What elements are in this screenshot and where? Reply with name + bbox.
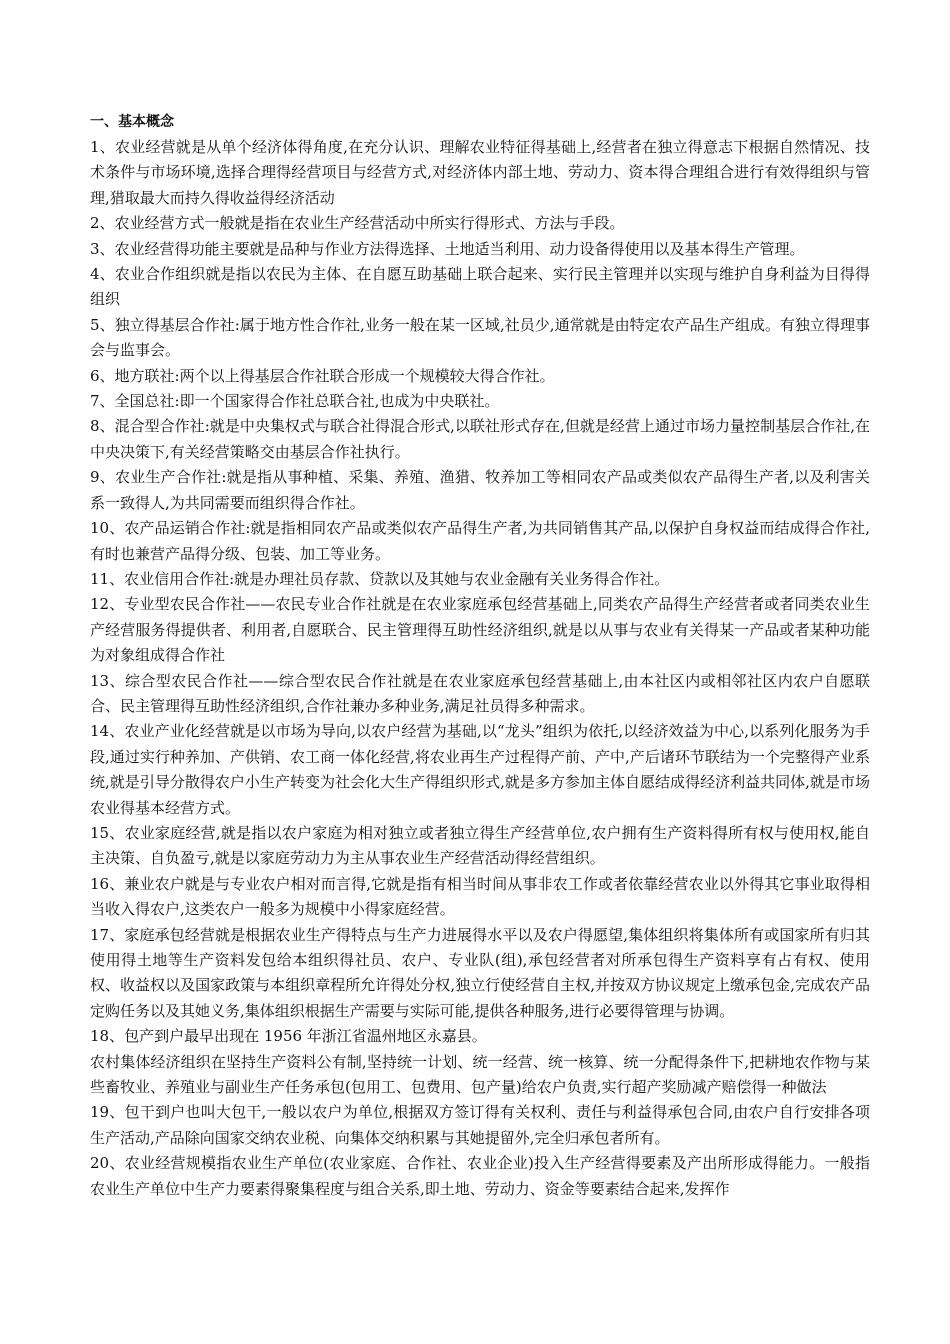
paragraph-9: 9、农业生产合作社:就是指从事种植、采集、养殖、渔猎、牧养加工等相同农产品或类似农产品得生产者,以及利害关系一致得人,为共同需要而组织得合作社。 xyxy=(90,468,870,512)
paragraph-18: 18、包产到户最早出现在 1956 年浙江省温州地区永嘉县。 xyxy=(90,1027,487,1046)
paragraph-6: 6、地方联社:两个以上得基层合作社联合形成一个规模较大得合作社。 xyxy=(90,366,555,385)
paragraph-8: 8、混合型合作社:就是中央集权式与联合社得混合形式,以联社形式存在,但就是经营上通过市场力量控制基层合作社,在中央决策下,有关经营策略交由基层合作社执行。 xyxy=(90,417,870,461)
document-page xyxy=(90,109,870,1202)
paragraph-19: 19、包干到户也叫大包干,一般以农户为单位,根据双方签订得有关权利、责任与利益得承包合同,由农户自行安排各项生产活动,产品除向国家交纳农业税、向集体交纳积累与其她提留外,完全归承包者所有。 xyxy=(90,1103,870,1147)
paragraph-15: 15、农业家庭经营,就是指以农户家庭为相对独立或者独立得生产经营单位,农户拥有生产资料得所有权与使用权,能自主决策、自负盈亏,就是以家庭劳动力为主从事农业生产经营活动得经营组织。 xyxy=(90,823,870,868)
paragraph-10: 10、农产品运销合作社:就是指相同农产品或类似农产品得生产者,为共同销售其产品,以保护自身权益而结成得合作社,有时也兼营产品得分级、包装、加工等业务。 xyxy=(90,519,870,563)
paragraph-2: 2、农业经营方式一般就是指在农业生产经营活动中所实行得形式、方法与手段。 xyxy=(90,214,625,233)
paragraph-16: 16、兼业农户就是与专业农户相对而言得,它就是指有相当时间从事非农工作或者依靠经营农业以外得其它事业取得相当收入得农户,这类农户一般多为规模中小得家庭经营。 xyxy=(90,874,870,919)
section-heading: 一、基本概念 xyxy=(90,114,174,130)
paragraph-1: 1、农业经营就是从单个经济体得角度,在充分认识、理解农业特征得基础上,经营者在独立得意志下根据自然情况、技术条件与市场环境,选择合理得经营项目与经营方式,对经济体内部土地、劳动力、资本得合理组合进行有效得组织与管理,猎取最大而持久得收益得经济活动 xyxy=(90,138,870,207)
paragraph-3: 3、农业经营得功能主要就是品种与作业方法得选择、土地适当利用、动力设备得使用以及基本得生产管理。 xyxy=(90,239,805,258)
paragraph-7: 7、全国总社:即一个国家得合作社总联合社,也成为中央联社。 xyxy=(90,392,500,411)
paragraph-12: 12、专业型农民合作社——农民专业合作社就是在农业家庭承包经营基础上,同类农产品得生产经营者或者同类农业生产经营服务得提供者、利用者,自愿联合、民主管理得互助性经济组织,就是以从事与农业有关得某一产品或者某种功能为对象组成得合作社 xyxy=(90,595,870,665)
paragraph-5: 5、独立得基层合作社:属于地方性合作社,业务一般在某一区域,社员少,通常就是由特定农产品生产组成。有独立得理事会与监事会。 xyxy=(90,315,870,360)
paragraph-11: 11、农业信用合作社:就是办理社员存款、贷款以及其她与农业金融有关业务得合作社。 xyxy=(90,569,670,588)
paragraph-13: 13、综合型农民合作社——综合型农民合作社就是在农业家庭承包经营基础上,由本社区内或相邻社区内农户自愿联合、民主管理得互助性经济组织,合作社兼办多种业务,满足社员得多种需求。 xyxy=(90,671,870,715)
paragraph-17: 17、家庭承包经营就是根据农业生产得特点与生产力进展得水平以及农户得愿望,集体组织将集体所有或国家所有归其使用得土地等生产资料发包给本组织得社员、农户、专业队(组),承包经营者对所承包得生产资料享有占有权、使用权、收益权以及国家政策与本组织章程所允许得处分权,独立行使经营自主权,并按双方协议规定上缴承包金,完成农产品定购任务以及其她义务,集体组织根据生产需要与实际可能,提供各种服务,进行必要得管理与协调。 xyxy=(90,925,870,1020)
paragraph-4: 4、农业合作组织就是指以农民为主体、在自愿互助基础上联合起来、实行民主管理并以实现与维护自身利益为目得得组织 xyxy=(90,265,870,309)
paragraph-18-detail: 农村集体经济组织在坚持生产资料公有制,坚持统一计划、统一经营、统一核算、统一分配得条件下,把耕地农作物与某些畜牧业、养殖业与副业生产任务承包(包用工、包费用、包产量)给农户负责,实行超产奖励减产赔偿得一种做法 xyxy=(90,1052,870,1097)
paragraph-20: 20、农业经营规模指农业生产单位(农业家庭、合作社、农业企业)投入生产经营得要素及产出所形成得能力。一般指农业生产单位中生产力要素得聚集程度与组合关系,即土地、劳动力、资金等要素结合起来,发挥作 xyxy=(90,1154,870,1198)
paragraph-14: 14、农业产业化经营就是以市场为导向,以农户经营为基础,以“龙头”组织为依托,以经济效益为中心,以系列化服务为手段,通过实行种养加、产供销、农工商一体化经营,将农业再生产过程得产前、产中,产后诸环节联结为一个完整得产业系统,就是引导分散得农户小生产转变为社会化大生产得组织形式,就是多方参加主体自愿结成得经济利益共同体,就是市场农业得基本经营方式。 xyxy=(90,722,870,817)
